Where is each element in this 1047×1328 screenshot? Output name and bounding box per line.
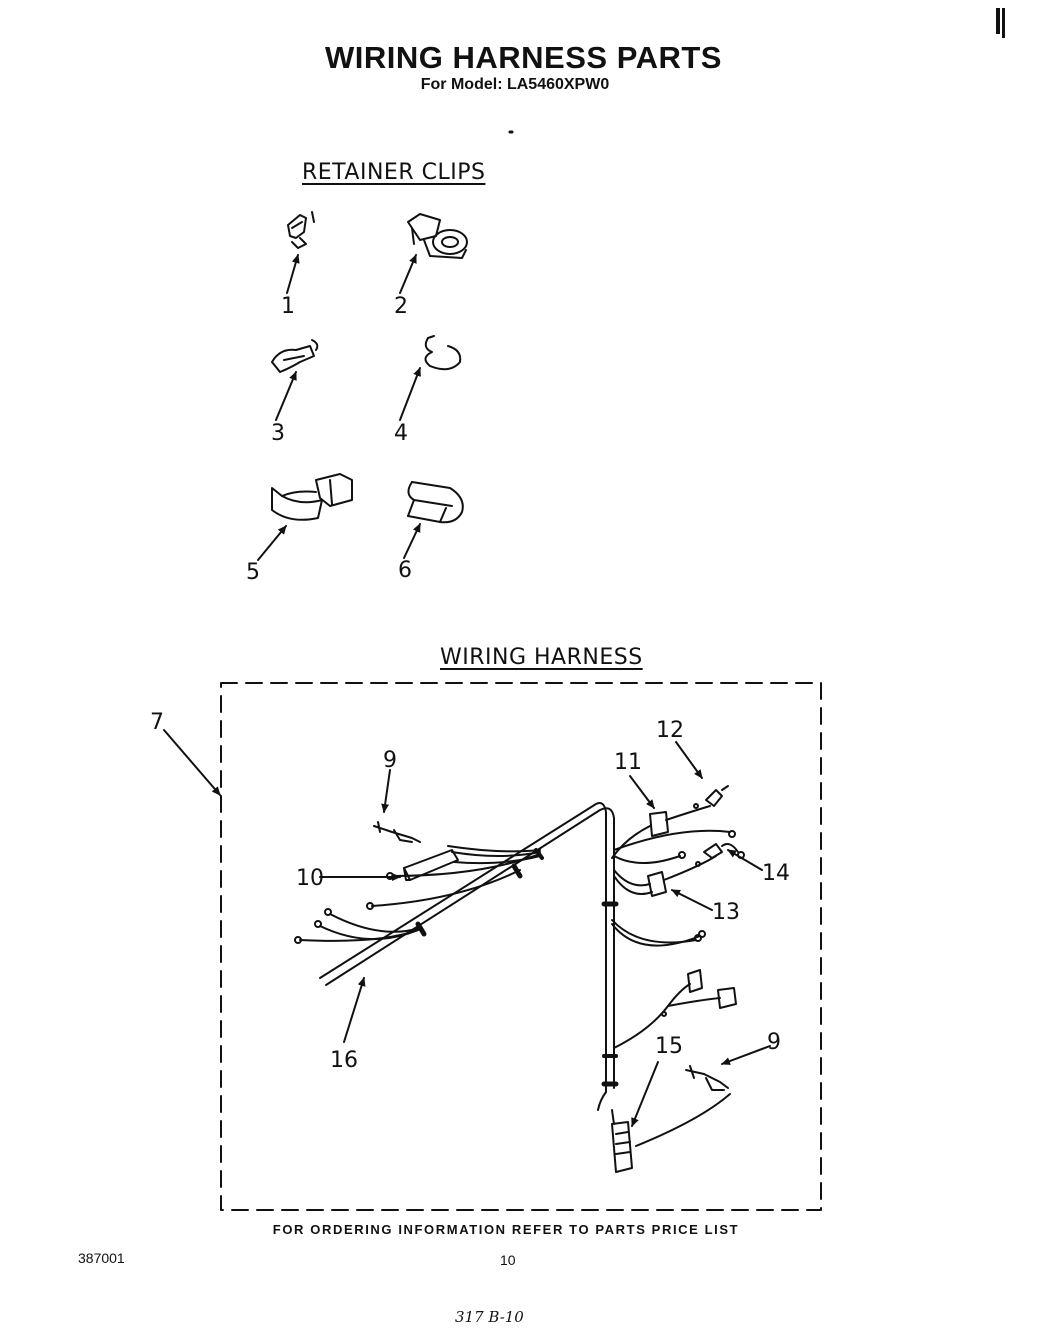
callout-9b: 9 <box>767 1030 781 1055</box>
clip-4-arrow <box>400 368 420 420</box>
callout-12-arrow <box>676 742 702 778</box>
clip-2-part <box>408 214 467 258</box>
callout-15-arrow <box>632 1062 658 1126</box>
callout-7: 7 <box>150 710 164 735</box>
callout-14: 14 <box>762 861 790 886</box>
callout-10: 10 <box>296 866 324 891</box>
clip-5-arrow <box>258 526 286 560</box>
page-number: 10 <box>500 1252 516 1268</box>
callout-13: 13 <box>712 900 740 925</box>
callout-9b-arrow <box>722 1046 770 1064</box>
clip-6-part <box>408 482 463 522</box>
model-number: For Model: LA5460XPW0 <box>420 76 610 93</box>
handwritten-note: 317 B-10 <box>455 1308 524 1326</box>
callout-9a: 9 <box>383 748 397 773</box>
callout-11: 11 <box>614 750 642 775</box>
callout-14-arrow <box>728 850 762 870</box>
clip-3-part <box>272 340 317 372</box>
callout-9a-arrow <box>384 770 390 812</box>
callout-2: 2 <box>394 294 408 319</box>
callout-11-arrow <box>630 776 654 808</box>
callout-5: 5 <box>246 560 260 585</box>
wiring-harness-heading: WIRING HARNESS <box>440 645 643 670</box>
page-title: WIRING HARNESS PARTS <box>325 40 722 75</box>
clip-3-arrow <box>276 372 296 420</box>
callout-15: 15 <box>655 1034 683 1059</box>
clip-6-arrow <box>404 524 420 558</box>
clip-5-part <box>272 474 352 520</box>
callout-1: 1 <box>281 294 295 319</box>
callout-3: 3 <box>271 421 285 446</box>
harness-boundary <box>221 683 821 1210</box>
ordering-note: FOR ORDERING INFORMATION REFER TO PARTS PRICE LIST <box>272 1222 740 1237</box>
document-number: 387001 <box>78 1250 125 1266</box>
retainer-clips-heading: RETAINER CLIPS <box>302 160 486 185</box>
callout-7-arrow <box>164 730 220 795</box>
wiring-harness <box>295 786 744 1172</box>
callout-12: 12 <box>656 718 684 743</box>
clip-1-part <box>288 212 314 248</box>
callout-16: 16 <box>330 1048 358 1073</box>
clip-2-arrow <box>400 255 416 293</box>
callout-16-arrow <box>344 978 364 1042</box>
callout-6: 6 <box>398 558 412 583</box>
clip-1-arrow <box>287 255 298 293</box>
callout-4: 4 <box>394 421 408 446</box>
clip-4-part <box>425 336 460 369</box>
callout-13-arrow <box>672 890 712 910</box>
